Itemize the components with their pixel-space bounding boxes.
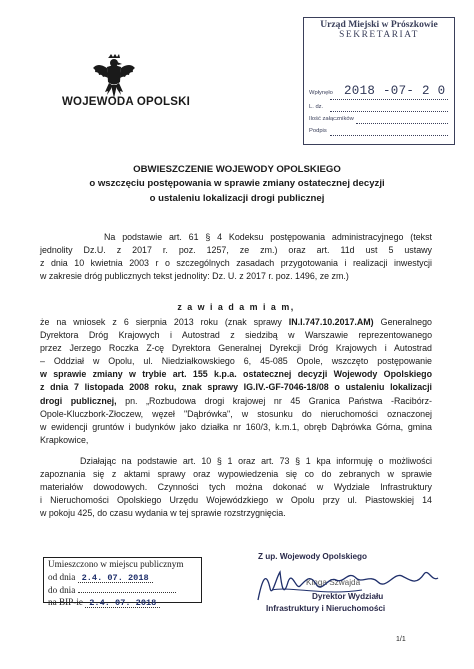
- paragraph-line: [40, 368, 432, 381]
- registry-stamp: [303, 17, 455, 145]
- text-run: drogi publicznej,: [40, 395, 117, 406]
- posting-from-date: 2.4. 07. 2018: [81, 573, 149, 583]
- posting-to-label: do dnia: [48, 585, 76, 595]
- text-run: Generalnego: [373, 317, 432, 327]
- paragraph-line: [40, 395, 432, 408]
- announcement-heading: z a w i a d a m i a m,: [177, 302, 295, 312]
- text-run: pn. „Rozbudowa drogi krajowej nr 45 Granica Państwa -Racibórz-: [116, 395, 432, 406]
- posting-bip-label: na BIP-ie: [48, 597, 83, 607]
- stamp-attachments-label: Ilość załączników: [309, 116, 354, 122]
- text-run: że na wniosek z 6 sierpnia 2013 roku (znak sprawy: [40, 317, 289, 327]
- paragraph-line: i Nieruchomości Opolskiego Urzędu Wojewódzkiego w Opolu przy ul. Piastowskiej 14: [40, 495, 432, 506]
- stamp-signature-label: Podpis: [309, 128, 327, 134]
- stamp-divider: [330, 135, 448, 136]
- paragraph-line: Dyrektora Dróg Krajowych i Autostrad z siedzibą w Warszawie reprezentowanego: [40, 330, 432, 341]
- stamp-ref-label: L. dz.: [309, 104, 324, 110]
- case-number: IN.I.747.10.2017.AM): [288, 317, 374, 327]
- paragraph-line: zapoznania się z aktami sprawy oraz wypowiedzenia się co do zebranych w sprawie: [40, 469, 432, 480]
- legal-basis-paragraph: [40, 231, 432, 283]
- page-number: 1/1: [396, 636, 406, 643]
- posting-stamp: [43, 557, 202, 608]
- document-subtitle-1: o wszczęciu postępowania w sprawie zmiany ostatecznej decyzji: [89, 178, 385, 189]
- text-run: z dnia 7 listopada 2008 roku, znak sprawy IG.IV.-GF-7046-18/08 o ustaleniu lokalizacji: [40, 382, 432, 393]
- org-name: WOJEWODA OPOLSKI: [62, 96, 190, 108]
- text-run: w sprawie zmiany w trybie art. 155 k.p.a. ostatecznej decyzji Wojewody Opolskiego: [40, 369, 432, 380]
- stamp-divider: [330, 99, 448, 100]
- paragraph-line: materiałów dowodowych. Czynności tych można dokonać w Wydziale Infrastruktury: [40, 482, 432, 493]
- document-title: OBWIESZCZENIE WOJEWODY OPOLSKIEGO: [133, 164, 341, 175]
- posting-from-row: [48, 572, 153, 583]
- paragraph-line: [40, 381, 432, 394]
- stamp-department: SEKRETARIAT: [339, 30, 419, 40]
- paragraph-line: w zakresie dróg publicznych tekst jednolity: Dz. U. z 2017 r. poz. 1496, ze zm.): [40, 271, 349, 282]
- paragraph-line: jednolity Dz.U. z 2017 r. poz. 1257, ze zm.) oraz art. 11d ust 5 ustawy: [40, 245, 432, 256]
- signatory-position: Dyrektor Wydziału: [312, 592, 384, 601]
- posting-stamp-title: Umieszczono w miejscu publicznym: [48, 559, 184, 569]
- paragraph-line: – Oddział w Opolu, ul. Niedziałkowskiego 6, 45-085 Opole, wszczęto postępowanie: [40, 356, 432, 367]
- posting-from-label: od dnia: [48, 572, 76, 582]
- stamp-divider: [330, 111, 448, 112]
- handwritten-signature: [252, 560, 442, 610]
- signatory-name: Kinga Szwajda: [306, 578, 361, 587]
- signature-on-behalf: Z up. Wojewody Opolskiego: [258, 552, 368, 561]
- paragraph-line: Krapkowice,: [40, 434, 89, 445]
- document-subtitle-2: o ustaleniu lokalizacji drogi publicznej: [149, 193, 325, 204]
- posting-to-row: [48, 585, 176, 595]
- posting-bip-row: [48, 597, 160, 608]
- stamp-received-date: 2018 -07- 2 0: [344, 84, 446, 98]
- signatory-department: Infrastruktury i Nieruchomości: [266, 604, 386, 613]
- decision-paragraph: [40, 316, 432, 447]
- stamp-office: Urząd Miejski w Prószkowie: [320, 19, 438, 30]
- stamp-received-label: Wpłynęło: [309, 90, 333, 96]
- paragraph-line: Działając na podstawie art. 10 § 1 oraz art. 73 § 1 kpa informuję o możliwości: [80, 456, 432, 466]
- paragraph-line: przez Jerzego Roczka Z-cę Dyrektora Generalnej Dyrekcji Dróg Krajowych i Autostrad: [40, 343, 432, 354]
- paragraph-line: Na podstawie art. 61 § 4 Kodeksu postępowania administracyjnego (tekst: [104, 232, 432, 242]
- paragraph-line: w pokoju 425, do czasu wydania w tej sprawie rozstrzygnięcia.: [40, 508, 286, 519]
- posting-bip-date: 2.4. 07. 2018: [89, 598, 157, 608]
- paragraph-line: w ewidencji gruntów i budynków jako działka nr 160/3, k.m.1, obręb Dąbrówka Górna, gmina: [40, 421, 432, 432]
- paragraph-line: Opole-Kluczbork-Złoczew, węzeł "Dąbrówka", w stosunku do nieruchomości oznaczonej: [40, 408, 432, 419]
- paragraph-line: z dnia 10 kwietnia 2003 r o szczególnych zasadach przygotowania i realizacji inwestycji: [40, 258, 432, 269]
- paragraph-line: [40, 316, 432, 329]
- stamp-divider: [356, 123, 448, 124]
- information-paragraph: [40, 455, 432, 520]
